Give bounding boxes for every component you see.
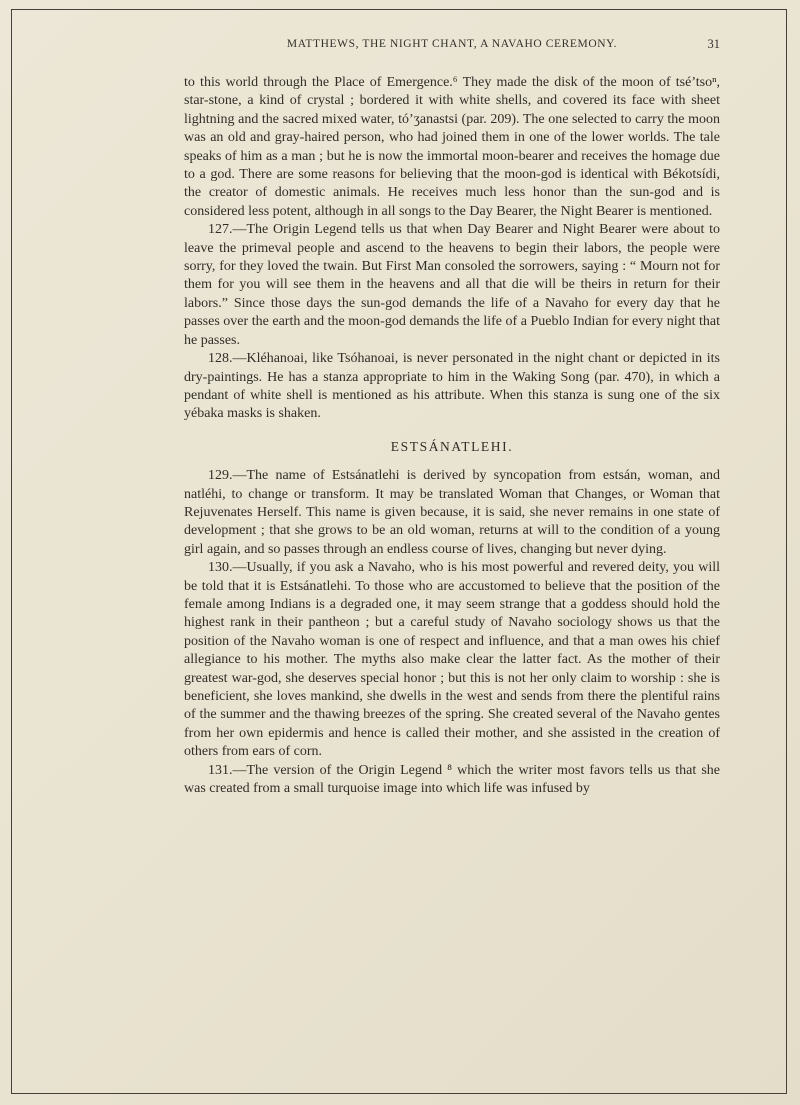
paragraph-130: 130.—Usually, if you ask a Navaho, who is his most powerful and revered deity, you will be told that it is Estsánatlehi. To those who are accustomed to believe that the position of the female among Indians is a degraded one, it may seem strange that a goddess should hold the highest rank in their pantheon ; but a careful study of Navaho sociology shows us that the position of the Navaho woman is one of respect and influence, and that a man owes his chief allegiance to his mother. The myths also make clear the latter fact. As the mother of their greatest war-god, she deserves special honor ; but this is not her only claim to worship : she is beneficient, she loves mankind, she dwells in the west and sends from there the plentiful rains of the summer and the thawing breezes of the spring. She created several of the Navaho gentes from her own epidermis and hence is called their mother, and she assisted in the creation of others from ears of corn. bbox=[184, 560, 720, 760]
page-number: 31 bbox=[707, 37, 720, 51]
paragraph-129: 129.—The name of Estsánatlehi is derived by syncopation from estsán, woman, and natléhi, to change or transform. It may be translated Woman that Changes, or Woman that Rejuvenates Herself. This name is given because, it is said, she never remains in one state of development ; that she grows to be an old woman, returns at will to the condition of a young girl again, and so passes through an endless course of lives, changing but never dying. bbox=[184, 468, 720, 557]
section-heading: ESTSÁNATLEHI. bbox=[390, 438, 514, 454]
running-header bbox=[184, 38, 720, 50]
page-border-frame bbox=[11, 9, 787, 1094]
paragraph-continuation: to this world through the Place of Emergence.⁶ They made the disk of the moon of tsé’tsoⁿ, star-stone, a kind of crystal ; bordered it with white shells, and covered its face with sheet lightning and the sacred mixed water, tó’ʒanastsi (par. 209). The one selected to carry the moon was an old and gray-haired person, who had joined them in one of the lower worlds. The tale speaks of him as a man ; but he is now the immortal moon-bearer and receives the homage due to a god. There are some reasons for believing that the moon-god is identical with Békotsídi, the creator of domestic animals. He receives much less honor than the sun-god and is considered less potent, although in all songs to the Day Bearer, the Night Bearer is mentioned. bbox=[184, 75, 720, 219]
text-block bbox=[184, 74, 720, 798]
paragraph-127: 127.—The Origin Legend tells us that when Day Bearer and Night Bearer were about to leave the primeval people and ascend to the heavens to begin their labors, the people were sorry, for they loved the twain. But First Man consoled the sorrowers, saying : “ Mourn not for them for you will see them in the heavens and all that die will be theirs in return for their labors.” Since those days the sun-god demands the life of a Navaho for every day that he passes over the earth and the moon-god demands the life of a Pueblo Indian for every night that he passes. bbox=[184, 222, 720, 348]
paragraph-128: 128.—Kléhanoai, like Tsóhanoai, is never personated in the night chant or depicted in its dry-paintings. He has a stanza appropriate to him in the Waking Song (par. 470), in which a pendant of white shell is mentioned as his attribute. When this stanza is sung one of the six yébaka masks is shaken. bbox=[184, 351, 720, 422]
running-header-title: MATTHEWS, THE NIGHT CHANT, A NAVAHO CEREMONY. bbox=[286, 38, 618, 50]
paragraph-131: 131.—The version of the Origin Legend ⁸ which the writer most favors tells us that she was created from a small turquoise image into which life was infused by bbox=[184, 762, 720, 797]
